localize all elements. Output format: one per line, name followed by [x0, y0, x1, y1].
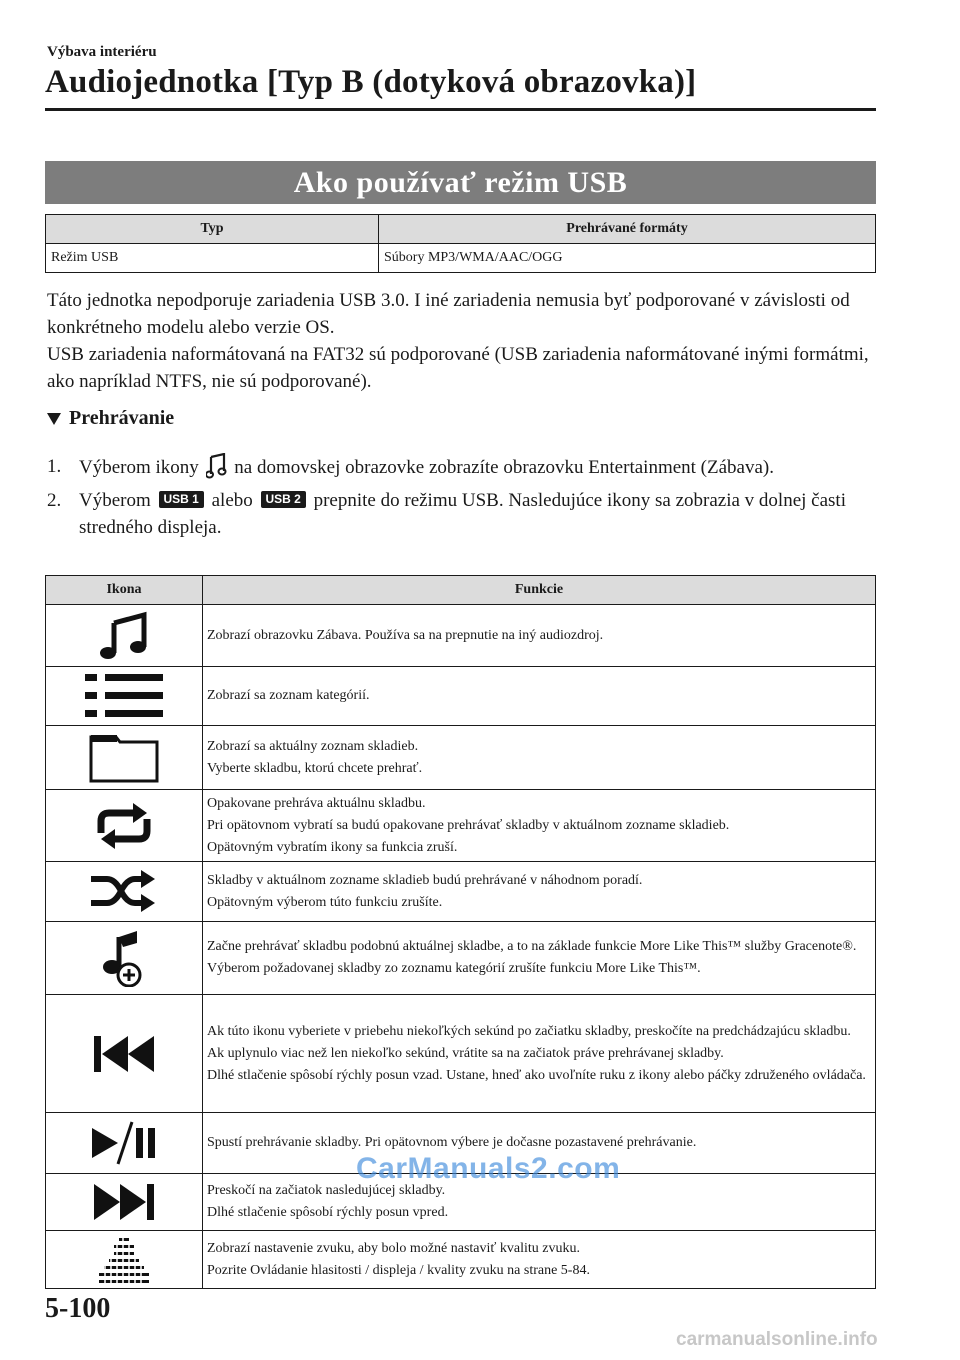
table-row — [46, 667, 876, 726]
playback-heading-text: Prehrávanie — [69, 407, 175, 429]
function-text: Opätovným výberom túto funkciu zrušíte. — [207, 894, 443, 910]
previous-track-icon — [92, 1034, 156, 1074]
function-text: Ak túto ikonu vyberiete v priebehu niekoľkých sekúnd po začiatku skladby, preskočíte na predchádzajúcu skladbu. — [207, 1023, 851, 1039]
table-row — [46, 922, 876, 995]
section-banner: Ako používať režim USB — [45, 161, 876, 204]
table-row — [46, 726, 876, 790]
function-text: Zobrazí sa zoznam kategórií. — [207, 688, 370, 703]
usb1-button-badge: USB 1 — [159, 491, 204, 508]
intro-text — [47, 287, 877, 395]
page-number: 5-100 — [45, 1293, 111, 1324]
format-table-header-formats: Prehrávané formáty — [379, 215, 876, 244]
step-number: 2. — [47, 490, 62, 511]
footer-logo-text: carmanualsonline.info — [676, 1329, 878, 1350]
function-text: Zobrazí nastavenie zvuku, aby bolo možné nastaviť kvalitu zvuku. — [207, 1240, 580, 1256]
function-text: Zobrazí sa aktuálny zoznam skladieb. — [207, 738, 419, 754]
music-note-icon — [94, 611, 154, 661]
format-table — [45, 214, 876, 273]
format-table-cell-mode: Režim USB — [46, 244, 379, 273]
step-text: Výberom — [79, 490, 151, 511]
watermark-text: CarManuals2.com — [356, 1152, 621, 1185]
function-text: Preskočí na začiatok nasledujúcej skladby. — [207, 1183, 446, 1198]
function-text: Opätovným vybratím ikony sa funkcia zruší. — [207, 839, 458, 855]
usb2-button-badge: USB 2 — [261, 491, 306, 508]
step-2 — [47, 487, 877, 541]
repeat-icon — [91, 803, 157, 849]
table-row — [46, 244, 876, 273]
function-text: Spustí prehrávanie skladby. Pri opätovnom výbere je dočasne pozastavené prehrávanie. — [207, 1135, 697, 1150]
function-text: Opakovane prehráva aktuálnu skladbu. — [207, 795, 426, 811]
playback-steps — [47, 453, 877, 541]
function-text: Výberom požadovanej skladby zo zoznamu kategórií zrušíte funkciu More Like This™. — [207, 961, 701, 976]
step-number: 1. — [47, 456, 62, 477]
step-text: Výberom ikony — [79, 457, 199, 478]
step-text: prepnite do režimu USB. Nasledujúce ikony sa zobrazia v dolnej časti stredného displeja. — [79, 490, 846, 538]
intro-paragraph: Táto jednotka nepodporuje zariadenia USB 3.0. I iné zariadenia nemusia byť podporované v závislosti od konkrétneho modelu alebo verzie OS. — [47, 290, 850, 338]
playback-heading — [47, 407, 174, 430]
function-text: Ak uplynulo viac než len niekoľko sekúnd, vrátite sa na začiatok práve prehrávanej skladby. — [207, 1045, 724, 1061]
function-text: Pri opätovnom vybratí sa budú opakovane prehrávať skladby v aktuálnom zozname skladieb. — [207, 817, 730, 833]
function-text: Začne prehrávať skladbu podobnú aktuálnej skladbe, a to na základe funkcie More Like This™ služby Gracenote®. — [207, 939, 857, 954]
header-rule — [45, 108, 876, 111]
shuffle-icon — [89, 869, 159, 915]
triangle-bullet-icon — [47, 413, 61, 425]
icon-table-header-function: Funkcie — [203, 576, 876, 605]
play-pause-icon — [88, 1120, 160, 1166]
sound-settings-icon — [96, 1236, 152, 1284]
table-row — [46, 995, 876, 1113]
table-row — [46, 790, 876, 862]
table-row — [46, 862, 876, 922]
table-row — [46, 1231, 876, 1289]
function-text: Dlhé stlačenie spôsobí rýchly posun vpred. — [207, 1205, 449, 1220]
music-note-icon — [206, 453, 228, 487]
function-text: Dlhé stlačenie spôsobí rýchly posun vzad. Ustane, hneď ako uvoľníte ruku z ikony alebo páčky združeného ovládača. — [207, 1067, 866, 1083]
section-label: Výbava interiéru — [47, 44, 157, 60]
function-text: Pozrite Ovládanie hlasitosti / displeja / kvality zvuku na strane 5-84. — [207, 1262, 590, 1278]
function-text: Skladby v aktuálnom zozname skladieb budú prehrávané v náhodnom poradí. — [207, 872, 643, 888]
intro-paragraph: USB zariadenia naformátovaná na FAT32 sú podporované (USB zariadenia naformátované inými formátmi, ako napríklad NTFS, nie sú podporované). — [47, 344, 869, 392]
format-table-cell-formats: Súbory MP3/WMA/AAC/OGG — [379, 244, 876, 273]
icon-table-header-icon: Ikona — [46, 576, 203, 605]
folder-icon — [88, 732, 160, 784]
more-like-this-icon — [99, 929, 149, 987]
step-text: alebo — [211, 490, 253, 511]
function-text: Vyberte skladbu, ktorú chcete prehrať. — [207, 760, 423, 776]
chapter-title: Audiojednotka [Typ B (dotyková obrazovka)] — [45, 64, 697, 100]
format-table-header-type: Typ — [46, 215, 379, 244]
step-1 — [47, 453, 877, 487]
next-track-icon — [92, 1182, 156, 1222]
list-icon — [83, 672, 165, 720]
function-text: Zobrazí obrazovku Zábava. Používa sa na prepnutie na iný audiozdroj. — [207, 627, 604, 643]
step-text: na domovskej obrazovke zobrazíte obrazovku Entertainment (Zábava). — [234, 457, 774, 478]
table-row — [46, 605, 876, 667]
